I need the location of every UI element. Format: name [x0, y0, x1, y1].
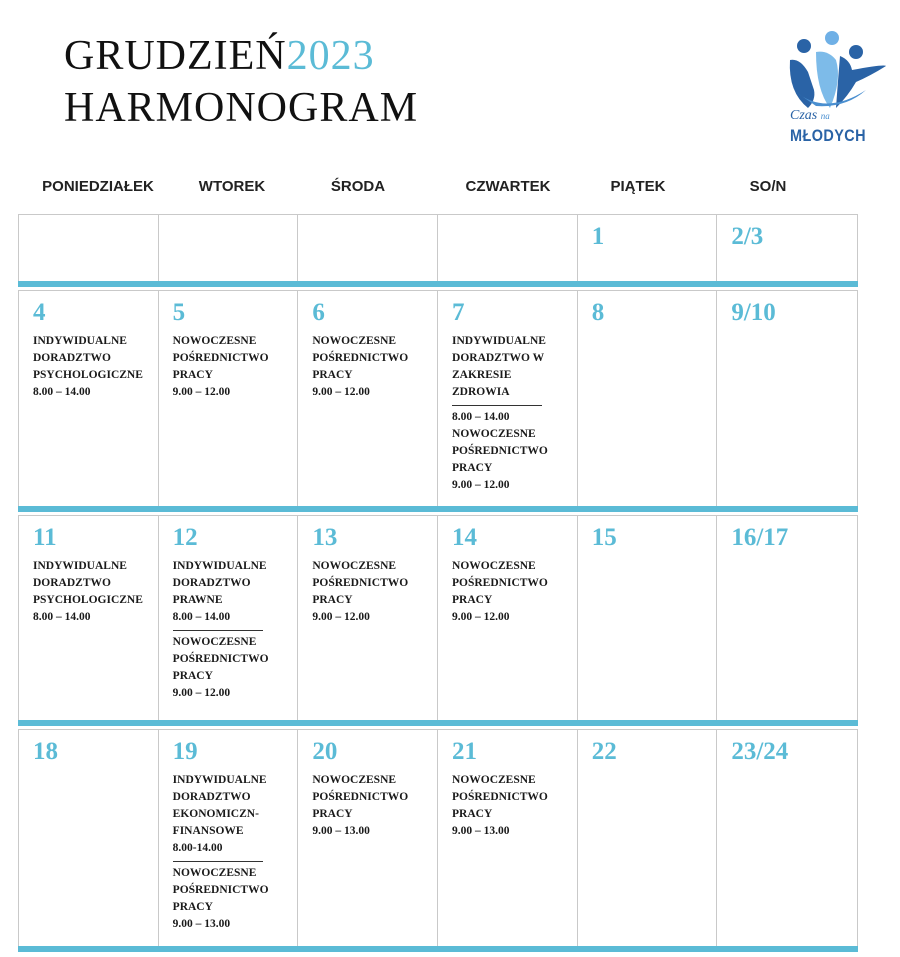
people-figures-icon [786, 30, 890, 110]
event-entry [312, 772, 431, 840]
day-cell [19, 730, 159, 952]
day-number: 1 [591, 223, 605, 250]
event-line: POŚREDNICTWO [452, 445, 548, 457]
event-line: POŚREDNICTWO [452, 577, 548, 589]
event-line: 9.00 – 12.00 [312, 386, 370, 398]
day-cell [717, 291, 857, 512]
event-line: 8.00 – 14.00 [172, 611, 231, 623]
day-number: 8 [591, 299, 605, 326]
day-cell [438, 516, 578, 726]
event-line: 8.00 – 14.00 [33, 611, 91, 623]
event-entry [173, 772, 292, 857]
day-number: 6 [312, 299, 325, 326]
day-cell [298, 291, 438, 512]
day-number: 9/10 [731, 299, 776, 326]
day-cell [717, 215, 857, 287]
title-line-2: HARMONOGRAM [64, 85, 419, 131]
event-line: PRACY [452, 462, 493, 474]
event-line: INDYWIDUALNE [172, 774, 267, 786]
day-cell [438, 215, 578, 287]
logo-text-line-1: Czas na [790, 108, 830, 123]
day-cell [578, 730, 718, 952]
day-cell [578, 516, 718, 726]
event-line: 9.00 – 12.00 [172, 386, 231, 398]
event-entry [452, 333, 571, 401]
title-month: GRUDZIEŃ [64, 33, 287, 79]
event-line: POŚREDNICTWO [172, 352, 269, 364]
event-line: ZAKRESIE [452, 369, 512, 381]
event-line: NOWOCZESNE [172, 636, 257, 648]
day-cell [578, 291, 718, 512]
day-number: 22 [591, 738, 617, 765]
event-line: PRACY [312, 808, 353, 820]
event-line: PRACY [312, 594, 353, 606]
event-line: NOWOCZESNE [172, 867, 257, 879]
day-cell [159, 291, 299, 512]
event-entry [312, 333, 431, 401]
day-number: 5 [172, 299, 186, 326]
event-line: 8.00-14.00 [172, 842, 223, 854]
event-line: POŚREDNICTWO [172, 884, 269, 896]
event-line: FINANSOWE [172, 825, 244, 837]
day-number: 12 [172, 524, 198, 551]
event-line: PRAWNE [172, 594, 223, 606]
event-line: DORADZTWO [33, 577, 111, 589]
event-line: NOWOCZESNE [312, 774, 397, 786]
event-line: INDYWIDUALNE [172, 560, 267, 572]
day-cell [19, 291, 159, 512]
event-line: POŚREDNICTWO [312, 791, 409, 803]
day-cell [717, 730, 857, 952]
weekday-label: PONIEDZIAŁEK [42, 178, 154, 195]
day-cell [159, 215, 299, 287]
day-number: 21 [452, 738, 478, 765]
week-row [18, 729, 858, 952]
weekday-header [18, 178, 858, 198]
event-line: PRACY [452, 808, 493, 820]
event-line: NOWOCZESNE [452, 428, 536, 440]
event-line: NOWOCZESNE [312, 335, 397, 347]
event-line: 9.00 – 13.00 [172, 918, 231, 930]
title-year: 2023 [286, 33, 375, 79]
day-number: 19 [172, 738, 198, 765]
event-line: 9.00 – 12.00 [312, 611, 370, 623]
event-line: POŚREDNICTWO [312, 577, 409, 589]
event-line: NOWOCZESNE [452, 774, 536, 786]
day-number: 16/17 [731, 524, 789, 551]
day-cell [19, 516, 159, 726]
event-line: EKONOMICZN- [172, 808, 259, 820]
event-line: PRACY [172, 670, 213, 682]
week-row [18, 214, 858, 287]
event-entry [312, 558, 431, 626]
event-line: NOWOCZESNE [452, 560, 536, 572]
event-line: 9.00 – 12.00 [172, 687, 231, 699]
event-line: DORADZTWO [33, 352, 111, 364]
event-line: PRACY [172, 901, 213, 913]
day-cell [438, 291, 578, 512]
day-number: 20 [312, 738, 338, 765]
event-line: PRACY [172, 369, 213, 381]
weekday-label: PIĄTEK [610, 178, 666, 195]
event-entry [173, 634, 292, 702]
weekday-label: SO/N [749, 178, 787, 195]
event-line: NOWOCZESNE [312, 560, 397, 572]
day-cell [298, 215, 438, 287]
event-entry [33, 333, 152, 401]
day-cell [298, 730, 438, 952]
page-title [64, 30, 418, 134]
weekday-label: CZWARTEK [465, 178, 551, 195]
event-line: POŚREDNICTWO [312, 352, 409, 364]
event-line: DORADZTWO [172, 791, 251, 803]
event-separator [452, 405, 542, 406]
event-line: ZDROWIA [452, 386, 510, 398]
event-line: INDYWIDUALNE [33, 335, 127, 347]
event-line: INDYWIDUALNE [452, 335, 546, 347]
event-line: POŚREDNICTWO [452, 791, 548, 803]
event-line: PRACY [312, 369, 353, 381]
weekday-label: WTOREK [198, 178, 266, 195]
event-entry [452, 558, 571, 626]
day-number: 14 [452, 524, 478, 551]
day-cell [717, 516, 857, 726]
day-number: 13 [312, 524, 338, 551]
day-number: 11 [33, 524, 57, 551]
event-line: DORADZTWO [172, 577, 251, 589]
event-entry [452, 409, 571, 494]
event-line: PSYCHOLOGICZNE [33, 594, 143, 606]
title-line-1 [64, 30, 418, 82]
event-separator [173, 861, 263, 862]
event-line: 8.00 – 14.00 [452, 411, 510, 423]
day-cell [19, 215, 159, 287]
day-cell [438, 730, 578, 952]
event-line: 9.00 – 12.00 [452, 479, 510, 491]
event-entry [452, 772, 571, 840]
event-line: INDYWIDUALNE [33, 560, 127, 572]
day-number: 23/24 [731, 738, 789, 765]
weekday-label: ŚRODA [330, 178, 386, 195]
event-separator [173, 630, 263, 631]
day-cell [578, 215, 718, 287]
event-line: NOWOCZESNE [172, 335, 257, 347]
logo [786, 30, 890, 154]
event-line: 9.00 – 12.00 [452, 611, 510, 623]
day-cell [159, 516, 299, 726]
event-line: DORADZTWO W [452, 352, 545, 364]
day-cell [159, 730, 299, 952]
week-row [18, 515, 858, 726]
day-number: 7 [452, 299, 465, 326]
event-line: 8.00 – 14.00 [33, 386, 91, 398]
day-number: 4 [33, 299, 46, 326]
day-cell [298, 516, 438, 726]
event-line: 9.00 – 13.00 [312, 825, 370, 837]
event-entry [173, 558, 292, 626]
event-entry [173, 333, 292, 401]
event-line: 9.00 – 13.00 [452, 825, 510, 837]
day-number: 2/3 [731, 223, 764, 250]
event-entry [173, 865, 292, 933]
day-number: 15 [591, 524, 617, 551]
week-row [18, 290, 858, 512]
event-entry [33, 558, 152, 626]
event-line: POŚREDNICTWO [172, 653, 269, 665]
event-line: PRACY [452, 594, 493, 606]
day-number: 18 [33, 738, 58, 765]
calendar-grid [18, 214, 858, 955]
logo-text-line-2: MŁODYCH [790, 126, 867, 145]
event-line: PSYCHOLOGICZNE [33, 369, 143, 381]
